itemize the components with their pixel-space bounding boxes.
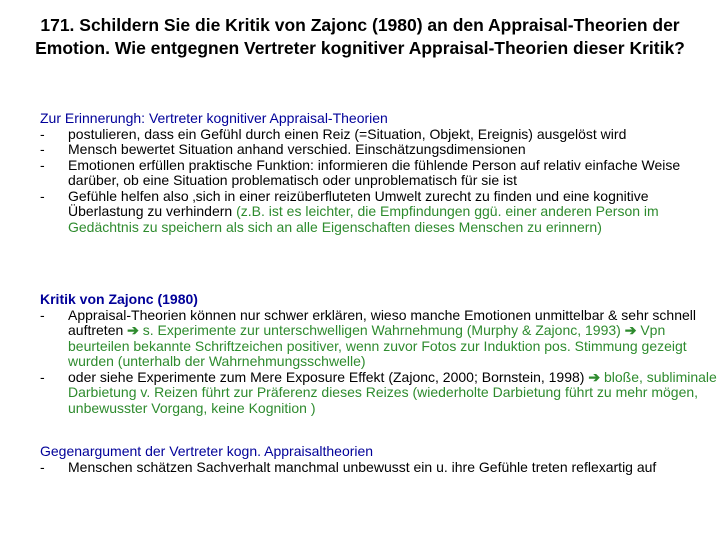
arrow-right-icon: ➔ bbox=[127, 322, 139, 338]
example-note: (z.B. ist es leichter, die Empfindungen ggü. einer anderen Person im Gedächtnis zu speichern als sich an alle Eigenschaften dieses Menschen zu erinnern) bbox=[68, 203, 659, 235]
bullet-dash: - bbox=[40, 156, 45, 173]
bullet-dash: - bbox=[40, 458, 45, 475]
arrow-right-icon: ➔ bbox=[624, 322, 637, 338]
section-reminder bbox=[40, 111, 720, 235]
section-heading: Zur Erinnerungh: Vertreter kognitiver Appraisal-Theorien bbox=[40, 110, 388, 126]
bullet-dash: - bbox=[40, 368, 45, 385]
example-note: s. Experimente zur unterschwelligen Wahrnehmung (Murphy & Zajonc, 1993) bbox=[138, 322, 625, 338]
list-item bbox=[40, 308, 720, 370]
section-heading: Kritik von Zajonc (1980) bbox=[40, 291, 198, 307]
bullet-dash: - bbox=[40, 306, 45, 323]
list-item bbox=[40, 189, 720, 236]
bullet-dash: - bbox=[40, 141, 45, 157]
example-note: bloße, subliminale Darbietung v. Reizen führt zur Präferenz dieses Reizes (wiederholte Darbietung führt zu mehr mögen, unbewusster Vorgang, keine Kognition ) bbox=[68, 368, 717, 416]
section-counterargument bbox=[40, 444, 720, 475]
item-text: Mensch bewertet Situation anhand verschied. Einschätzungsdimensionen bbox=[68, 141, 526, 157]
bullet-dash: - bbox=[40, 125, 45, 142]
list-item bbox=[40, 158, 720, 189]
list-item bbox=[40, 142, 720, 158]
page-title: 171. Schildern Sie die Kritik von Zajonc (1980) an den Appraisal-Theorien der Emotion. Wie entgegnen Vertreter kognitiver Appraisal-Theorien dieser Kritik? bbox=[35, 15, 685, 58]
item-text: Appraisal-Theorien können nur schwer erklären, wieso manche Emotionen unmittelbar & sehr schnell auftreten bbox=[68, 306, 696, 338]
list-item bbox=[40, 460, 720, 476]
item-text: Menschen schätzen Sachverhalt manchmal unbewusst ein u. ihre Gefühle treten reflexartig auf bbox=[68, 458, 657, 475]
list-item bbox=[40, 370, 720, 417]
arrow-right-icon: ➔ bbox=[588, 368, 601, 385]
example-note: Vpn beurteilen bekannte Schriftzeichen positiver, wenn zuvor Fotos zur Induktion pos. Stimmung gezeigt wurden (unterhalb der Wahrnehmungsschwelle) bbox=[68, 322, 687, 369]
item-text: oder siehe Experimente zum Mere Exposure Effekt (Zajonc, 2000; Bornstein, 1998) bbox=[68, 368, 589, 385]
bullet-dash: - bbox=[40, 187, 45, 204]
section-critique bbox=[40, 292, 720, 416]
item-text: postulieren, dass ein Gefühl durch einen Reiz (=Situation, Objekt, Ereignis) ausgelöst wird bbox=[68, 125, 627, 142]
item-text: Emotionen erfüllen praktische Funktion: informieren die fühlende Person auf relativ einfache Weise darüber, ob eine Situation problematisch oder unproblematisch für sie ist bbox=[68, 156, 681, 188]
section-heading: Gegenargument der Vertreter kogn. Appraisaltheorien bbox=[40, 443, 374, 459]
item-text: Gefühle helfen also ‚sich in einer reizüberfluteten Umwelt zurecht zu finden und eine kognitive Überlastung zu verhindern bbox=[68, 187, 649, 219]
list-item bbox=[40, 127, 720, 143]
